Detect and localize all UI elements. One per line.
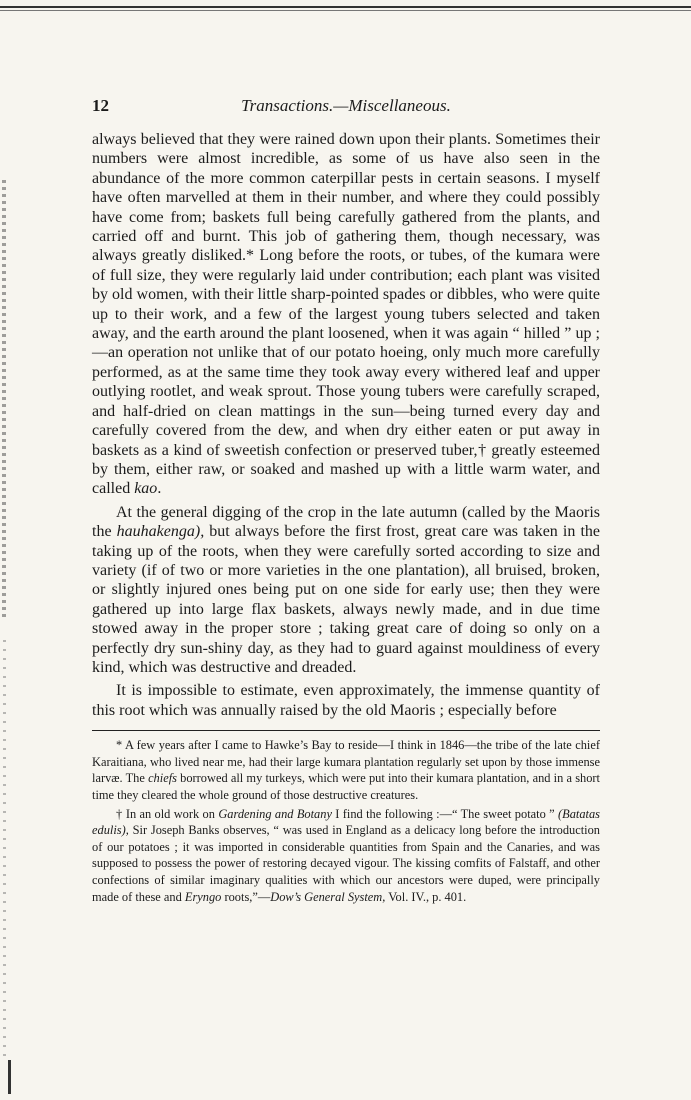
footnote-2-text-c: Sir Joseph Banks observes, “ was used in England as a delicacy long before the introduction of our potatoes ; it was imported in considerable quantities from Spain and the Canaries, and was supposed to possess the power of restoring decayed vigour. The kissing comfits of Falstaff, and other confections of similar imaginary qualities with which our ancestors were duped, were principally made of these and bbox=[92, 823, 600, 904]
footnote-2-text-b: I find the following :—“ The sweet potato ” bbox=[331, 806, 558, 821]
paragraph-2 bbox=[92, 503, 600, 678]
binding-edge-marks bbox=[2, 180, 6, 620]
body-text bbox=[92, 130, 600, 720]
term-kao: kao bbox=[134, 480, 158, 498]
paragraph-1-end: . bbox=[157, 480, 162, 498]
footnote-2-text: † In an old work on bbox=[116, 806, 219, 821]
top-rule bbox=[0, 6, 691, 8]
page-number: 12 bbox=[92, 96, 109, 115]
running-head: Transactions.—Miscellaneous. bbox=[241, 96, 451, 115]
binding-edge-marks-lower bbox=[3, 640, 6, 1060]
top-rule-thin bbox=[0, 10, 691, 11]
term-hauhakenga: hauhakenga), bbox=[116, 523, 205, 541]
footnote-1-end: borrowed all my turkeys, which were put into their kumara plantation, and in a short time they cleared the whole ground of those destructive creatures. bbox=[92, 771, 600, 802]
paragraph-1 bbox=[92, 130, 600, 499]
page-content bbox=[92, 96, 600, 905]
binding-edge-bar bbox=[8, 1060, 11, 1094]
paragraph-2-end: but always before the first frost, great care was taken in the taking up of the roots, when they were carefully sorted according to size and variety (if of two or more varieties in the one plantation), all bruised, broken, or slightly injured ones being put on one side for early use; then they were gathered up into large flax baskets, always newly made, and in due time stowed away in the proper store ; taking great care of doing so only on a perfectly dry sun-shiny day, as they had to guard against mouldiness of every kind, which was destructive and dreaded. bbox=[92, 523, 601, 676]
footnotes bbox=[92, 737, 600, 905]
paragraph-2-text: At the general digging of the crop in the late autumn (called by the Maoris the bbox=[92, 503, 600, 541]
footnote-2-end: Vol. IV., p. 401. bbox=[385, 889, 467, 904]
footnote-1-text: * A few years after I came to Hawke’s Bay to reside—I think in 1846—the tribe of the late chief Karaitiana, who lived near me, had their large kumara plantation regularly set upon by those immense larvæ. The bbox=[92, 738, 600, 786]
footnote-2 bbox=[92, 806, 600, 906]
footnote-2-book-title: Gardening and Botany bbox=[218, 806, 332, 821]
paragraph-3: It is impossible to estimate, even approximately, the immense quantity of this root which was annually raised by the old Maoris ; especially before bbox=[92, 682, 600, 719]
paragraph-1-text: always believed that they were rained down upon their plants. Sometimes their numbers were almost incredible, as some of us have also seen in the abundance of the more common caterpillar pests in certain seasons. I myself have often marvelled at them in their number, and where they could possibly have come from; baskets full being carefully gathered from the plants, and carried off and burnt. This job of gathering them, though necessary, was always greatly disliked.* Long before the roots, or tubes, of the kumara were of full size, they were regularly laid under contribution; each plant was visited by old women, with their little sharp-pointed spades or dibbles, who were quite up to their work, and a few of the largest young tubers selected and taken away, and the earth around the plant loosened, when it was again “ hilled ” up ;—an operation not unlike that of our potato hoeing, only much more carefully performed, as at the same time they took away every withered leaf and upper outlying rootlet, and weak sprout. Those young tubers were carefully scraped, and half-dried on clean mattings in the sun—being turned every day and carefully covered from the dew, and when dry either eaten or put away in baskets as a kind of sweetish confection or preserved tuber,† greatly esteemed by them, either raw, or soaked and mashed up with a little warm water, and called bbox=[92, 131, 600, 498]
footnote-2-source: Dow’s General System, bbox=[270, 889, 386, 904]
footnote-1-chiefs: chiefs bbox=[148, 771, 177, 786]
page-header bbox=[92, 96, 600, 122]
footnote-1 bbox=[92, 737, 600, 803]
footnote-2-text-d: roots,”— bbox=[221, 889, 271, 904]
footnote-rule bbox=[92, 730, 600, 731]
footnote-2-batatas: (Batatas edulis), bbox=[92, 806, 600, 838]
footnote-2-eryngo: Eryngo bbox=[184, 889, 222, 904]
